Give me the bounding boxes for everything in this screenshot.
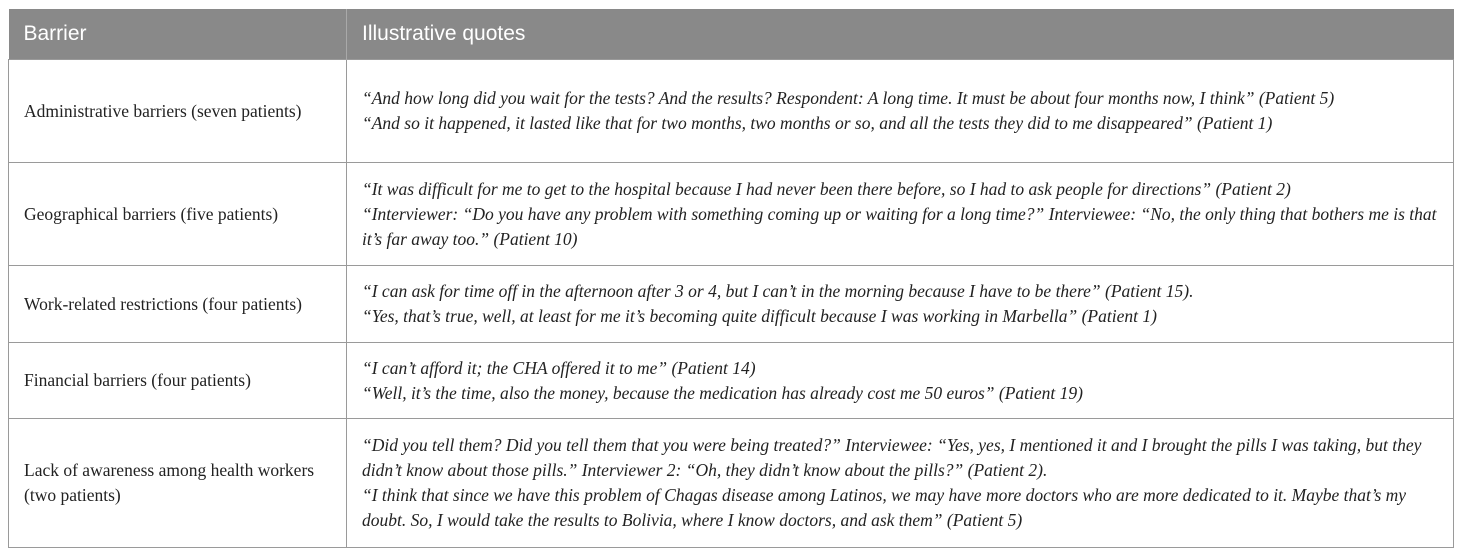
quote: “I can ask for time off in the afternoon after 3 or 4, but I can’t in the morning because I have to be there” (Patient 15). bbox=[362, 281, 1194, 301]
barrier-cell: Financial barriers (four patients) bbox=[9, 343, 347, 419]
quotes-cell bbox=[347, 266, 1454, 343]
table-row bbox=[9, 60, 1454, 163]
table-row bbox=[9, 343, 1454, 419]
quote: “Did you tell them? Did you tell them that you were being treated?” Interviewee: “Yes, yes, I mentioned it and I brought the pills I was taking, but they didn’t know about those pills.” Interviewer 2: “Oh, they didn’t know about the pills?” (Patient 2). bbox=[362, 435, 1422, 480]
quote: “It was difficult for me to get to the hospital because I had never been there before, so I had to ask people for directions” (Patient 2) bbox=[362, 178, 1291, 199]
quotes-cell bbox=[347, 163, 1454, 266]
table-row bbox=[9, 266, 1454, 343]
quote: “And how long did you wait for the tests? And the results? Respondent: A long time. It must be about four months now, I think” (Patient 5) bbox=[362, 88, 1335, 108]
quotes-cell bbox=[347, 419, 1454, 548]
quote: “I think that since we have this problem of Chagas disease among Latinos, we may have more doctors who are more dedicated to it. Maybe that’s my doubt. So, I would take the results to Bolivia, where I know doctors, and ask them” (Patient 5) bbox=[362, 485, 1407, 530]
quote: “Interviewer: “Do you have any problem with something coming up or waiting for a long time?” Interviewee: “No, the only thing that bothers me is that it’s far away too.” (Patient 10) bbox=[362, 203, 1437, 249]
table-row bbox=[9, 163, 1454, 266]
table-body bbox=[9, 60, 1454, 548]
header-barrier: Barrier bbox=[9, 9, 347, 60]
table-row bbox=[9, 419, 1454, 548]
quote: “Yes, that’s true, well, at least for me it’s becoming quite difficult because I was working in Marbella” (Patient 1) bbox=[362, 306, 1157, 326]
barriers-table-container bbox=[8, 9, 1453, 548]
quote: “And so it happened, it lasted like that for two months, two months or so, and all the tests they did to me disappeared” (Patient 1) bbox=[362, 113, 1273, 133]
table-header bbox=[9, 9, 1454, 60]
barrier-cell: Geographical barriers (five patients) bbox=[9, 163, 347, 266]
header-illustrative-quotes: Illustrative quotes bbox=[347, 9, 1454, 60]
quotes-cell bbox=[347, 60, 1454, 163]
barrier-cell: Work-related restrictions (four patients) bbox=[9, 266, 347, 343]
barrier-cell: Administrative barriers (seven patients) bbox=[9, 60, 347, 163]
header-row bbox=[9, 9, 1454, 60]
barriers-table bbox=[8, 9, 1454, 548]
quote: “I can’t afford it; the CHA offered it to me” (Patient 14) bbox=[362, 357, 756, 378]
quotes-cell bbox=[347, 343, 1454, 419]
barrier-cell: Lack of awareness among health workers (two patients) bbox=[9, 419, 347, 548]
quote: “Well, it’s the time, also the money, because the medication has already cost me 50 euros” (Patient 19) bbox=[362, 382, 1083, 403]
